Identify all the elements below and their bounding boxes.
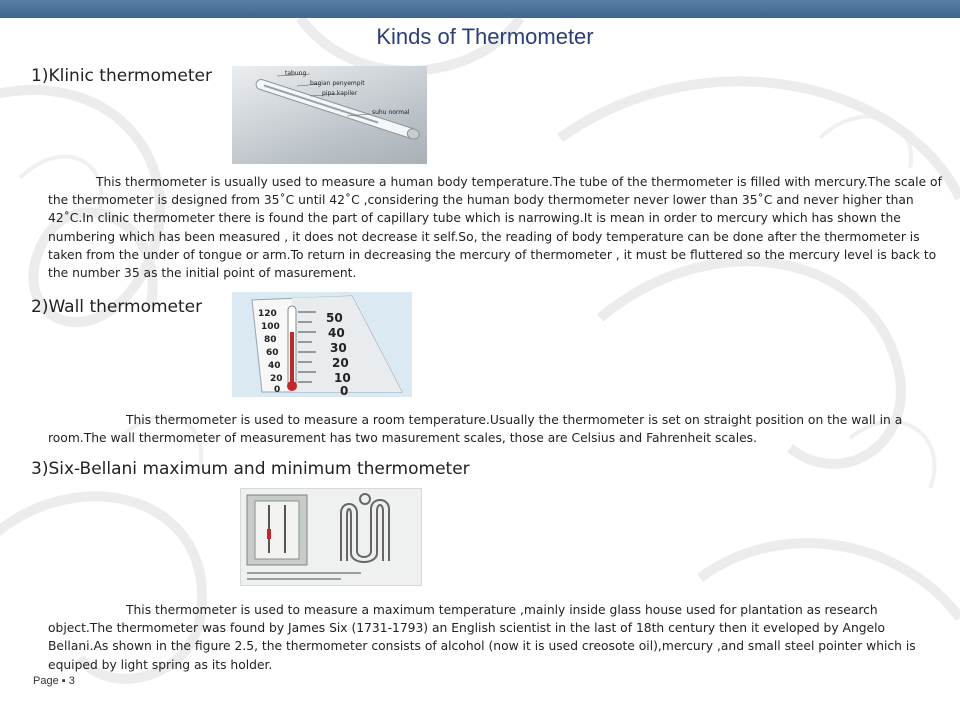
label-pipa-kapiler: pipa kapiler (322, 90, 358, 97)
section-heading-wall: 2)Wall thermometer (31, 297, 203, 317)
f-tick-0: 0 (274, 385, 281, 395)
c-tick-20: 20 (332, 356, 349, 370)
label-tabung: tabung (285, 70, 307, 77)
clinical-thermometer-image (232, 66, 427, 164)
c-tick-30: 30 (330, 341, 347, 355)
f-tick-20: 20 (270, 374, 283, 384)
f-tick-120: 120 (258, 309, 277, 319)
paragraph-six-bellani: This thermometer is used to measure a maximum temperature ,mainly inside glass house used for plantation as research object.The thermometer was found by James Six (1731-1793) an English scientist in the last of 18th century then it eveloped by Angelo Bellani.As shown in the figure 2.5, the thermometer consists of alcohol (now it is used creosote oil),mercury ,and small steel pointer which is equiped by light spring as its holder. (48, 603, 916, 672)
paragraph-klinic: This thermometer is usually used to measure a human body temperature.The tube of the thermometer is filled with mercury.The scale of the thermometer is designed from 35˚C until 42˚C ,considering the human body thermometer never lower than 35˚C and never higher than 42˚C.In clinic thermometer there is found the part of capillary tube which is narrowing.It is mean in order to mercury which has shown the numbering which has been measured , it does not decrease it self.So, the reading of body temperature can be done after the thermometer is taken from the under of tongue or arm.To return in decreasing the mercury of thermometer , it must be fluttered so the mercury level is back to the number 35 as the initial point of masurement. (48, 175, 942, 281)
section-heading-six-bellani: 3)Six-Bellani maximum and minimum thermometer (31, 459, 470, 479)
label-bagian-penyempit: bagian penyempit (310, 80, 365, 87)
wall-thermometer-image (232, 292, 412, 397)
f-tick-40: 40 (268, 361, 281, 371)
c-tick-10: 10 (334, 371, 351, 385)
page-number: Page ▪ 3 (33, 675, 75, 687)
c-tick-50: 50 (326, 311, 343, 325)
slide-title: Kinds of Thermometer (376, 24, 594, 49)
paragraph-wall: This thermometer is used to measure a room temperature.Usually the thermometer is set on straight position on the wall in a room.The wall thermometer of measurement has two masurement scales, those are Celsius and Fahrenheit scales. (48, 413, 903, 446)
c-tick-0: 0 (340, 384, 349, 397)
f-tick-100: 100 (261, 322, 280, 332)
label-suhu-normal: suhu normal (372, 109, 410, 116)
f-tick-80: 80 (264, 335, 277, 345)
f-tick-60: 60 (266, 348, 279, 358)
c-tick-40: 40 (328, 326, 345, 340)
top-banner (0, 0, 960, 18)
section-heading-klinic: 1)Klinic thermometer (31, 66, 212, 86)
six-bellani-thermometer-image (240, 488, 422, 586)
